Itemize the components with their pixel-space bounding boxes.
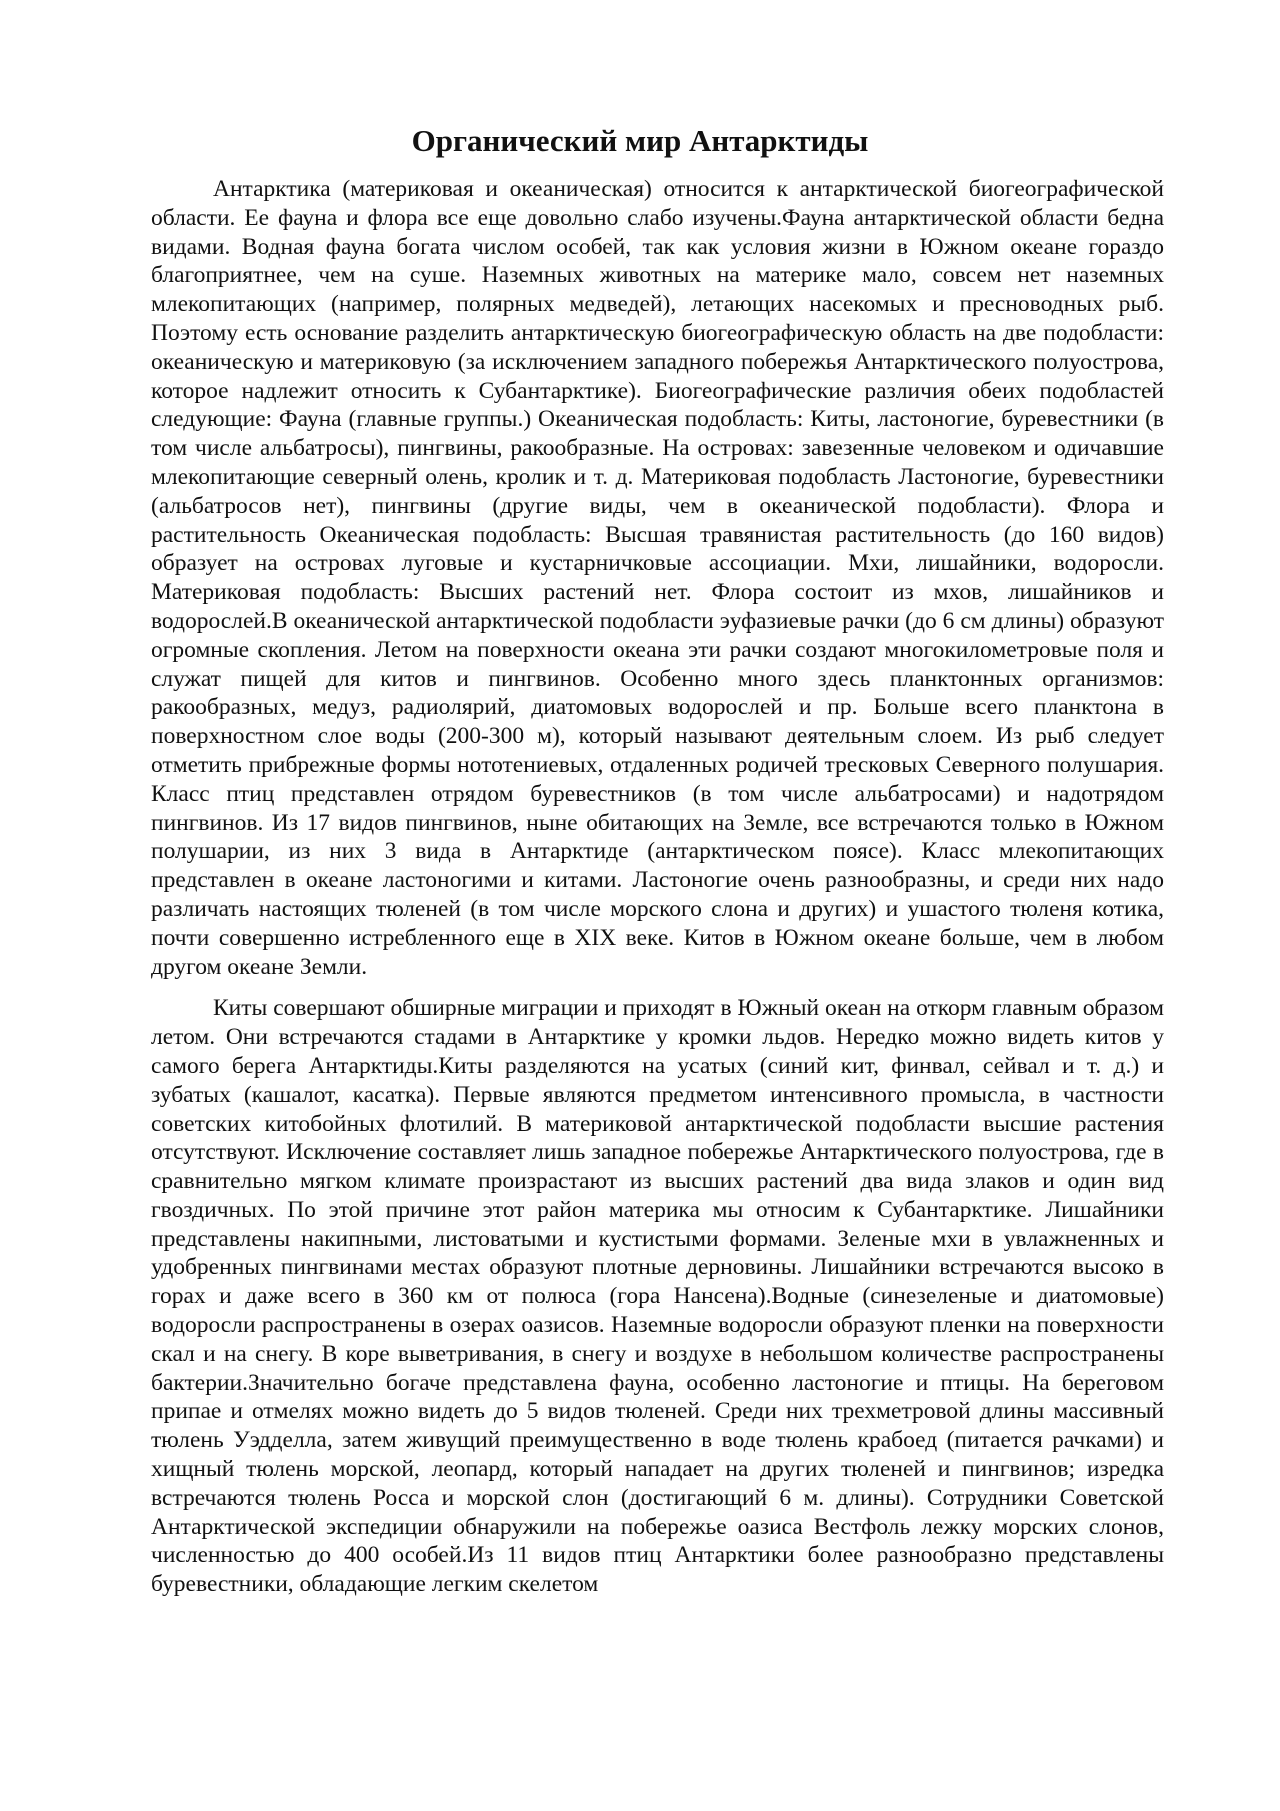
document-title: Органический мир Антарктиды [411,123,869,158]
paragraph-1: Антарктика (материковая и океаническая) относится к антарктической биогеографической области. Ее фауна и флора все еще довольно слабо изучены.Фауна антарктической области бедна видами. Водная фауна богата числом особей, так как условия жизни в Южном океане гораздо благоприятнее, чем на суше. Наземных животных на материке мало, совсем нет наземных млекопитающих (например, полярных медведей), летающих насекомых и пресноводных рыб. Поэтому есть основание разделить антарктическую биогеографическую область на две подобласти: океаническую и материковую (за исключением западного побережья Антарктического полуострова, которое надлежит относить к Субантарктике). Биогеографические различия обеих подобластей следующие: Фауна (главные группы.) Океаническая подобласть: Киты, ластоногие, буревестники (в том числе альбатросы), пингвины, ракообразные. На островах: завезенные человеком и одичавшие млекопитающие северный олень, кролик и т. д. Материковая подобласть Ластоногие, буревестники (альбатросов нет), пингвины (другие виды, чем в океанической подобласти). Флора и растительность Океаническая подобласть: Высшая травянистая растительность (до 160 видов) образует на островах луговые и кустарничковые ассоциации. Мхи, лишайники, водоросли. Материковая подобласть: Высших растений нет. Флора состоит из мхов, лишайников и водорослей.В океанической антарктической подобласти эуфазиевые рачки (до 6 см длины) образуют огромные скопления. Летом на поверхности океана эти рачки создают многокилометровые поля и служат пищей для китов и пингвинов. Особенно много здесь планктонных организмов: ракообразных, медуз, радиолярий, диатомовых водорослей и пр. Больше всего планктона в поверхностном слое воды (200-300 м), который называют деятельным слоем. Из рыб следует отметить прибрежные формы нототениевых, отдаленных родичей тресковых Северного полушария. Класс птиц представлен отрядом буревестников (в том числе альбатросами) и надотрядом пингвинов. Из 17 видов пингвинов, ныне обитающих на Земле, все встречаются только в Южном полушарии, из них 3 вида в Антарктиде (антарктическом поясе). Класс млекопитающих представлен в океане ластоногими и китами. Ластоногие очень разнообразны, и среди них надо различать настоящих тюленей (в том числе морского слона и других) и ушастого тюленя котика, почти совершенно истребленного еще в XIX веке. Китов в Южном океане больше, чем в любом другом океане Земли. [151,176,1164,980]
document-body [151,175,1164,1612]
paragraph-2: Киты совершают обширные миграции и приходят в Южный океан на откорм главным образом летом. Они встречаются стадами в Антарктике у кромки льдов. Нередко можно видеть китов у самого берега Антарктиды.Киты разделяются на усатых (синий кит, финвал, сейвал и т. д.) и зубатых (кашалот, касатка). Первые являются предметом интенсивного промысла, в частности советских китобойных флотилий. В материковой антарктической подобласти высшие растения отсутствуют. Исключение составляет лишь западное побережье Антарктического полуострова, где в сравнительно мягком климате произрастают из высших растений два вида злаков и один вид гвоздичных. По этой причине этот район материка мы относим к Субантарктике. Лишайники представлены накипными, листоватыми и кустистыми формами. Зеленые мхи в увлажненных и удобренных пингвинами местах образуют плотные дерновины. Лишайники встречаются высоко в горах и даже всего в 360 км от полюса (гора Нансена).Водные (синезеленые и диатомовые) водоросли распространены в озерах оазисов. Наземные водоросли образуют пленки на поверхности скал и на снегу. В коре выветривания, в снегу и воздухе в небольшом количестве распространены бактерии.Значительно богаче представлена фауна, особенно ластоногие и птицы. На береговом припае и отмелях можно видеть до 5 видов тюленей. Среди них трехметровой длины массивный тюлень Уэдделла, затем живущий преимущественно в воде тюлень крабоед (питается рачками) и хищный тюлень морской, леопард, который нападает на других тюленей и пингвинов; изредка встречаются тюлень Росса и морской слон (достигающий 6 м. длины). Сотрудники Советской Антарктической экспедиции обнаружили на побережье оазиса Вестфоль лежку морских слонов, численностью до 400 особей.Из 11 видов птиц Антарктики более разнообразно представлены буревестники, обладающие легким скелетом [151,995,1164,1598]
